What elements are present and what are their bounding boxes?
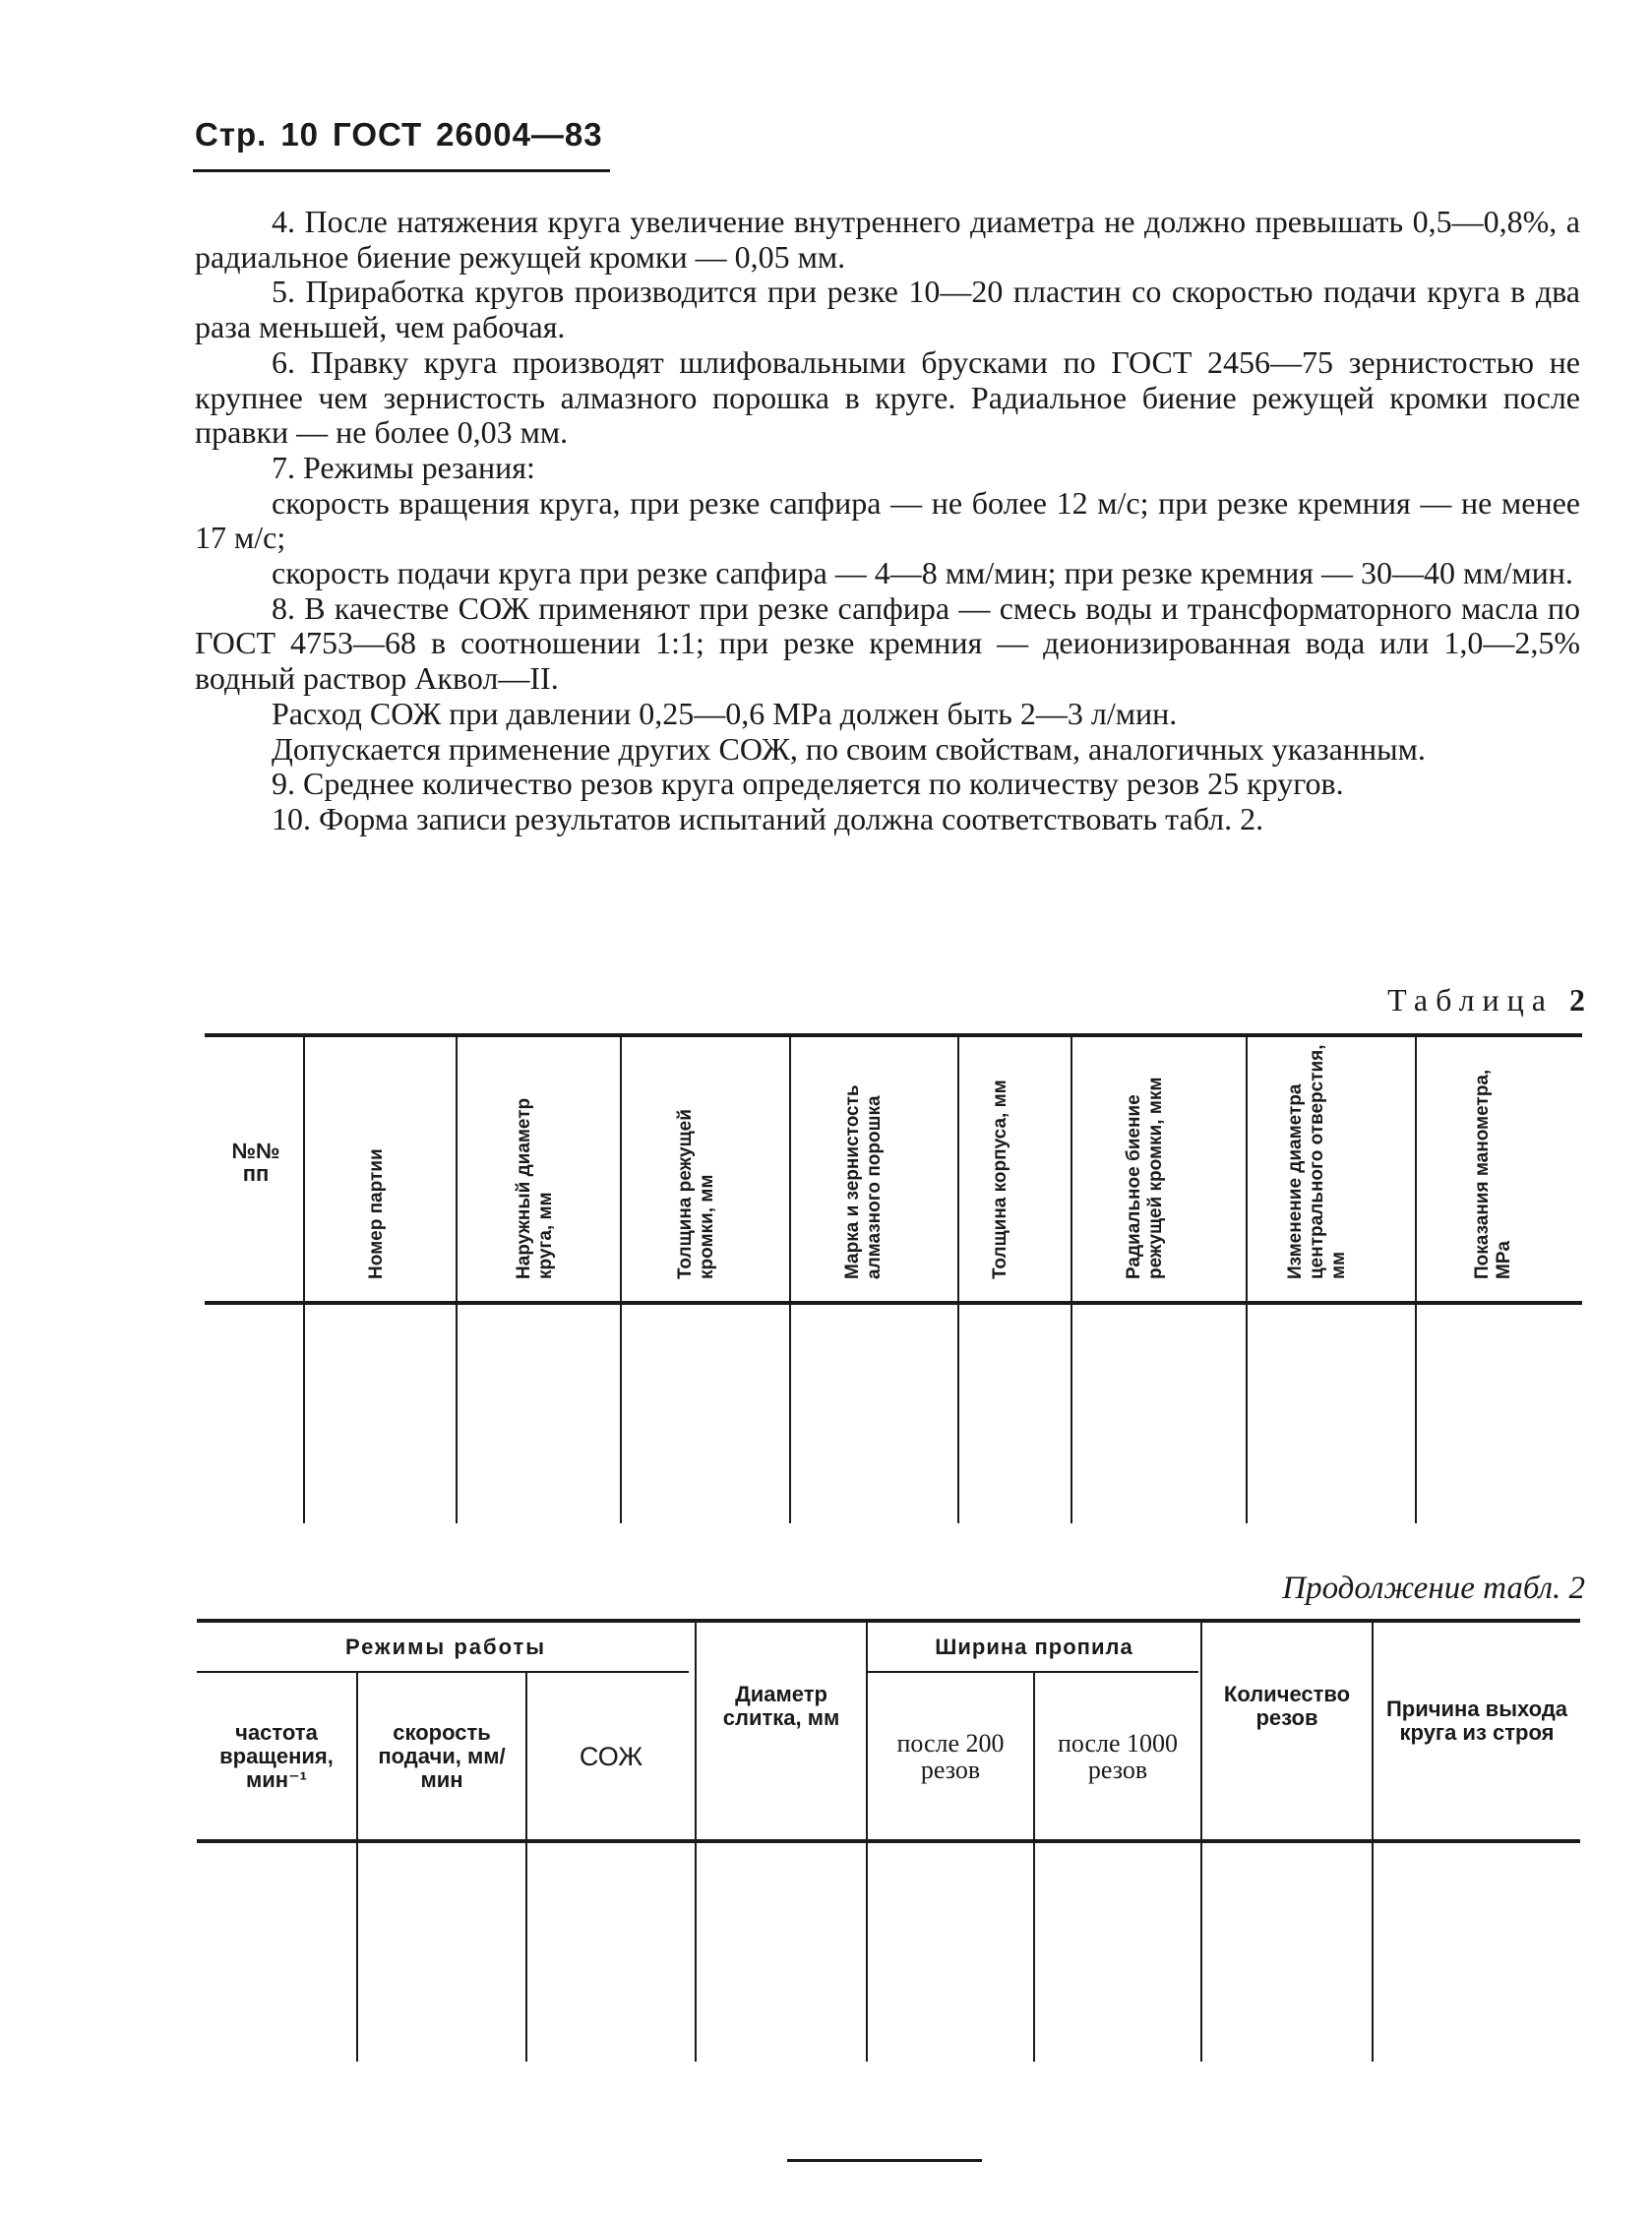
page-header <box>195 116 603 154</box>
paragraph-6: 6. Правку круга производят шлифовальными брусками по ГОСТ 2456—75 зернистостью не крупнее чем зернистость алмазного порошка в круге. Радиальное биение режущей кромки после правки — не более 0,03 мм. <box>195 343 1580 451</box>
table-2-divider <box>1071 1037 1072 1523</box>
table-2-col-batch: Номер партии <box>366 1148 387 1279</box>
table-2-col-edge-thickness: Толщина режущей кромки, мм <box>675 1109 717 1279</box>
table-2-continuation <box>197 1619 1580 2062</box>
table-cont-col-after-1000: после 1000 резов <box>1057 1728 1179 1784</box>
table-2-header-rule <box>205 1301 1582 1305</box>
table-cont-group-kerf: Ширина пропила <box>935 1634 1133 1659</box>
table-2-divider <box>620 1037 622 1523</box>
table-2-col-manometer: Показания манометра, MPa <box>1472 1069 1514 1279</box>
table-cont-col-failure: Причина выхода круга из строя <box>1385 1697 1568 1745</box>
paragraph-7: 7. Режимы резания: <box>272 449 535 485</box>
paragraph-5: 5. Приработка кругов производится при резке 10—20 пластин со скоростью подачи круга в два раза меньшей, чем рабочая. <box>195 274 1580 345</box>
table-cont-col-after-200: после 200 резов <box>896 1728 1005 1784</box>
table-2-top-rule <box>205 1033 1582 1037</box>
table-2-divider <box>456 1037 458 1523</box>
paragraph-10: 10. Форма записи результатов испытаний должна соответствовать табл. 2. <box>272 800 1264 836</box>
header-standard-number: 26004—83 <box>436 116 603 153</box>
table-2 <box>205 1033 1582 1523</box>
table-2-divider <box>303 1037 305 1523</box>
footer-rule <box>787 2159 982 2162</box>
header-page-number: 10 <box>280 116 320 153</box>
header-page-prefix: Стр. <box>195 116 268 153</box>
header-rule <box>193 169 610 172</box>
paragraph-8-consumption: Расход СОЖ при давлении 0,25—0,6 MPa должен быть 2—3 л/мин. <box>272 695 1178 731</box>
table-2-divider <box>957 1037 959 1523</box>
paragraph-7-rotation: скорость вращения круга, при резке сапфира — не более 12 м/с; при резке кремния — не менее 17 м/с; <box>195 484 1580 556</box>
table-2-label-number: 2 <box>1569 982 1585 1018</box>
table-2-col-outer-diameter: Наружный диаметр круга, мм <box>514 1097 556 1279</box>
paragraph-9: 9. Среднее количество резов круга определяется по количеству резов 25 кругов. <box>272 766 1344 802</box>
paragraph-7-feed: скорость подачи круга при резке сапфира — 4—8 мм/мин; при резке кремния — 30—40 мм/мин. <box>272 555 1573 591</box>
table-2-label <box>1387 982 1585 1018</box>
header-standard: ГОСТ <box>333 116 423 153</box>
paragraph-8: 8. В качестве СОЖ применяют при резке сапфира — смесь воды и трансформаторного масла по ГОСТ 4753—68 в соотношении 1:1; при резке кремния — деионизированная вода или 1,0—2,5% водный раствор Аквол—II. <box>195 589 1580 697</box>
table-2-label-word: Таблица <box>1387 982 1554 1018</box>
table-cont-col-coolant: СОЖ <box>579 1741 643 1771</box>
table-2-continuation-label: Продолжение табл. 2 <box>1282 1571 1585 1606</box>
table-cont-col-feed: скорость подачи, мм/мин <box>378 1719 506 1792</box>
table-2-divider <box>1415 1037 1417 1523</box>
table-cont-col-cuts: Количество резов <box>1223 1682 1351 1730</box>
table-2-divider <box>1246 1037 1248 1523</box>
table-cont-group-modes: Режимы работы <box>344 1634 547 1659</box>
table-cont-col-ingot: Диаметр слитка, мм <box>722 1682 840 1730</box>
body-text <box>195 205 1580 837</box>
paragraph-8-allowed: Допускается применение других СОЖ, по своим свойствам, аналогичных указанным. <box>272 730 1426 767</box>
table-2-col-body-thickness: Толщина корпуса, мм <box>990 1080 1010 1279</box>
table-2-col-runout: Радиальное биение режущей кромки, мкм <box>1124 1077 1166 1279</box>
table-2-col-number: №№ пп <box>231 1139 280 1186</box>
paragraph-4: 4. После натяжения круга увеличение внутреннего диаметра не должно превышать 0,5—0,8%, а радиальное биение режущей кромки — 0,05 мм. <box>195 204 1580 275</box>
table-2-col-diamond-grade: Марка и зернистость алмазного порошка <box>842 1084 885 1279</box>
table-2-divider <box>789 1037 791 1523</box>
table-2-col-bore-change: Изменение диаметра центрального отверстия, мм <box>1285 1044 1349 1279</box>
table-cont-col-rotation: частота вращения, мин⁻¹ <box>219 1719 334 1792</box>
